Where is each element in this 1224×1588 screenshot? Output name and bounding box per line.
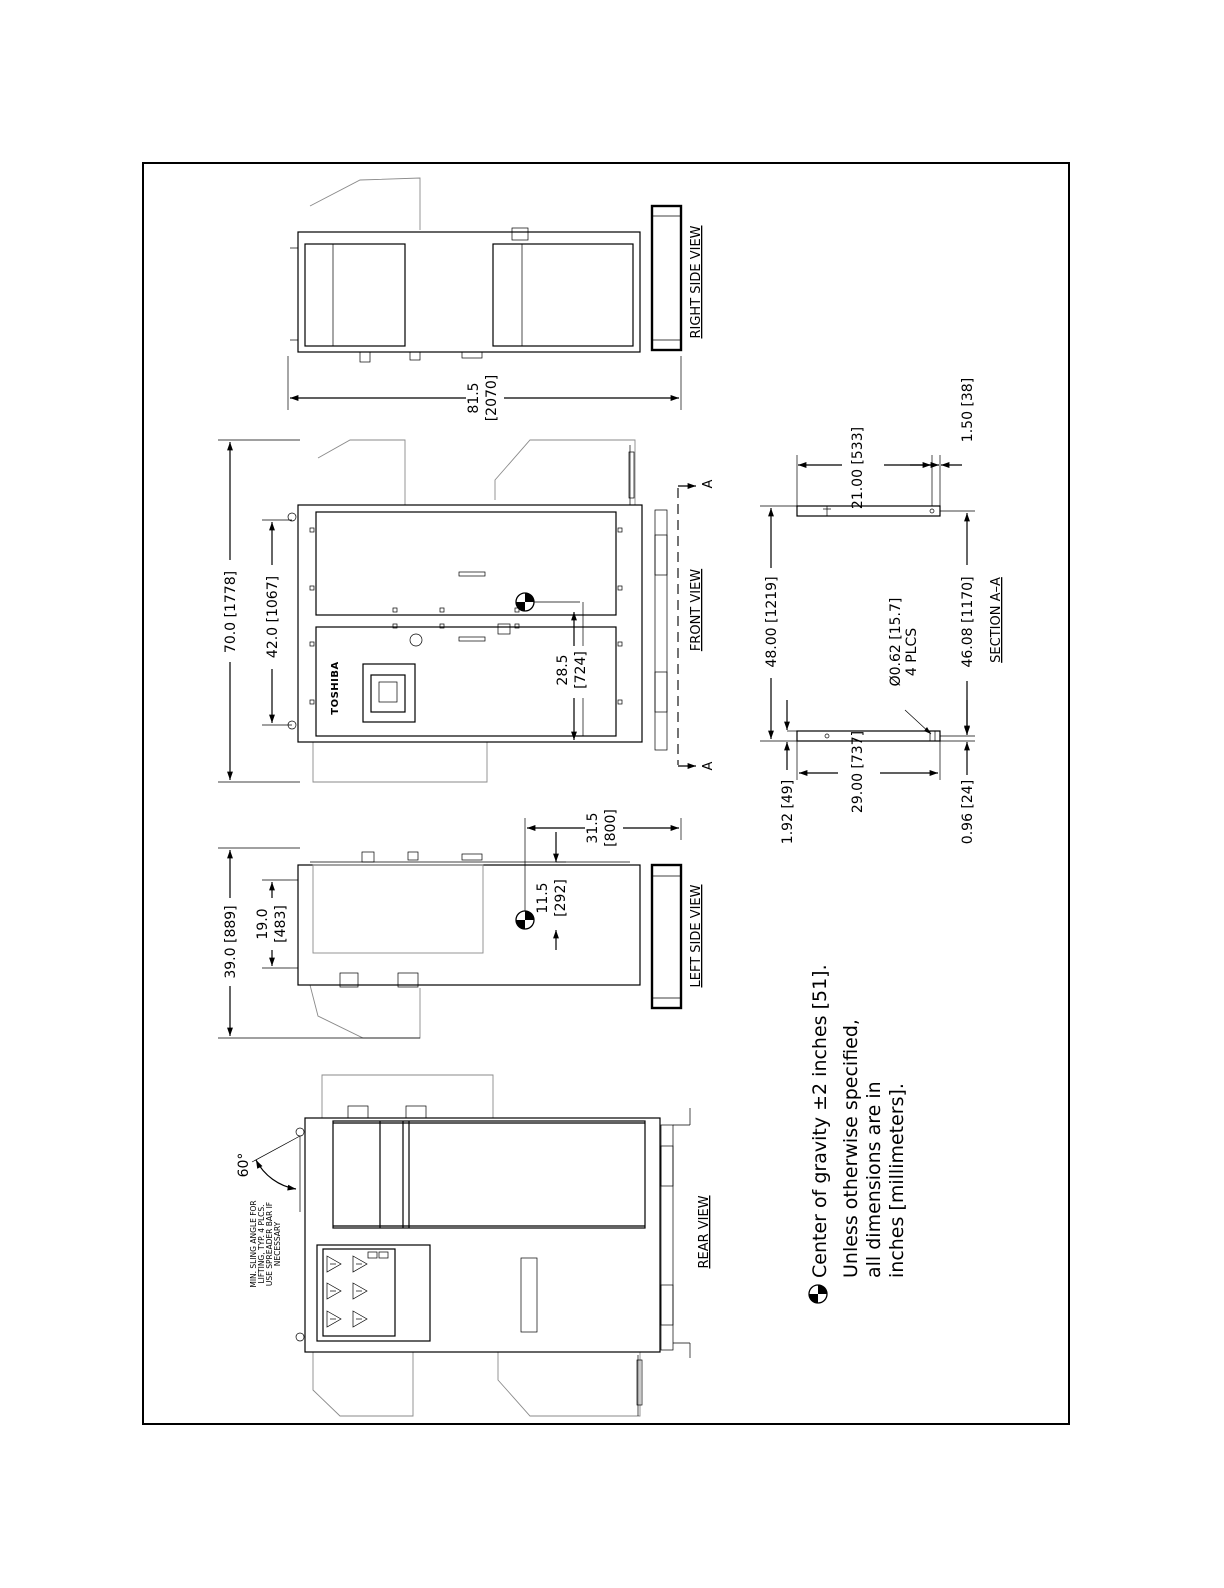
dim-front-width: 70.0 [1778] [223,570,239,654]
dim-sec-hole-span: 46.08 [1170] [960,576,976,668]
sling-note-line-1: MIN. SLING ANGLE FOR [249,1200,258,1288]
dim-sec-bottom-offset: 0.96 [24] [960,779,976,845]
section-mark-bottom: A [701,761,716,771]
front-view-title: FRONT VIEW [689,568,704,652]
left-side-view-title: LEFT SIDE VIEW [689,884,704,988]
toshiba-logo: TOSHIBA [330,661,341,715]
rear-view [252,1075,690,1416]
dim-sec-hole: Ø0.62 [15.7] [888,597,904,687]
dim-left-cg-height-in: 31.5 [585,812,601,844]
dim-sec-right-offset: 1.50 [38] [960,377,976,443]
sling-note-line-4: NECESSARY [273,1221,282,1267]
front-view [218,440,716,782]
section-a-a-title: SECTION A–A [989,577,1004,663]
sling-note-line-3: USE SPREADER BAR IF [265,1201,274,1287]
dim-right-height-in: 81.5 [466,382,482,414]
dim-left-inner-depth-mm: [483] [273,905,289,943]
sling-angle: 60° [236,1152,252,1178]
note-units-line-2: all dimensions are in [863,1081,885,1278]
dim-left-cg-depth-in: 11.5 [535,882,551,914]
dim-left-inner-depth-in: 19.0 [255,908,271,940]
note-cog: Center of gravity ±2 inches [51]. [809,964,831,1278]
dim-front-inner-width: 42.0 [1067] [265,575,281,659]
dim-sec-inner: 29.00 [737] [850,730,866,814]
dim-sec-left-offset: 1.92 [49] [780,779,796,845]
sling-note [249,1200,282,1287]
dim-front-cg-mm: [724] [573,651,589,689]
section-mark-top: A [701,479,716,489]
right-side-view-title: RIGHT SIDE VIEW [689,225,704,339]
dim-sec-right: 21.00 [533] [850,426,866,510]
section-a-a [760,440,976,794]
dim-left-depth: 39.0 [889] [223,905,239,979]
dim-left-cg-depth-mm: [292] [553,879,569,917]
sling-note-line-2: LIFTING, TYP. 4 PLCS. [257,1204,266,1284]
cg-legend-icon [809,1285,827,1303]
dim-left-cg-height-mm: [800] [603,809,619,847]
note-units-line-1: Unless otherwise specified, [840,1019,862,1278]
rear-view-title: REAR VIEW [697,1195,712,1269]
dim-front-cg-in: 28.5 [555,654,571,686]
note-units-line-3: inches [millimeters]. [886,1083,908,1278]
dim-sec-hole-qty: 4 PLCS [904,627,920,677]
dim-right-height-mm: [2070] [484,374,500,422]
dim-sec-overall: 48.00 [1219] [764,576,780,668]
